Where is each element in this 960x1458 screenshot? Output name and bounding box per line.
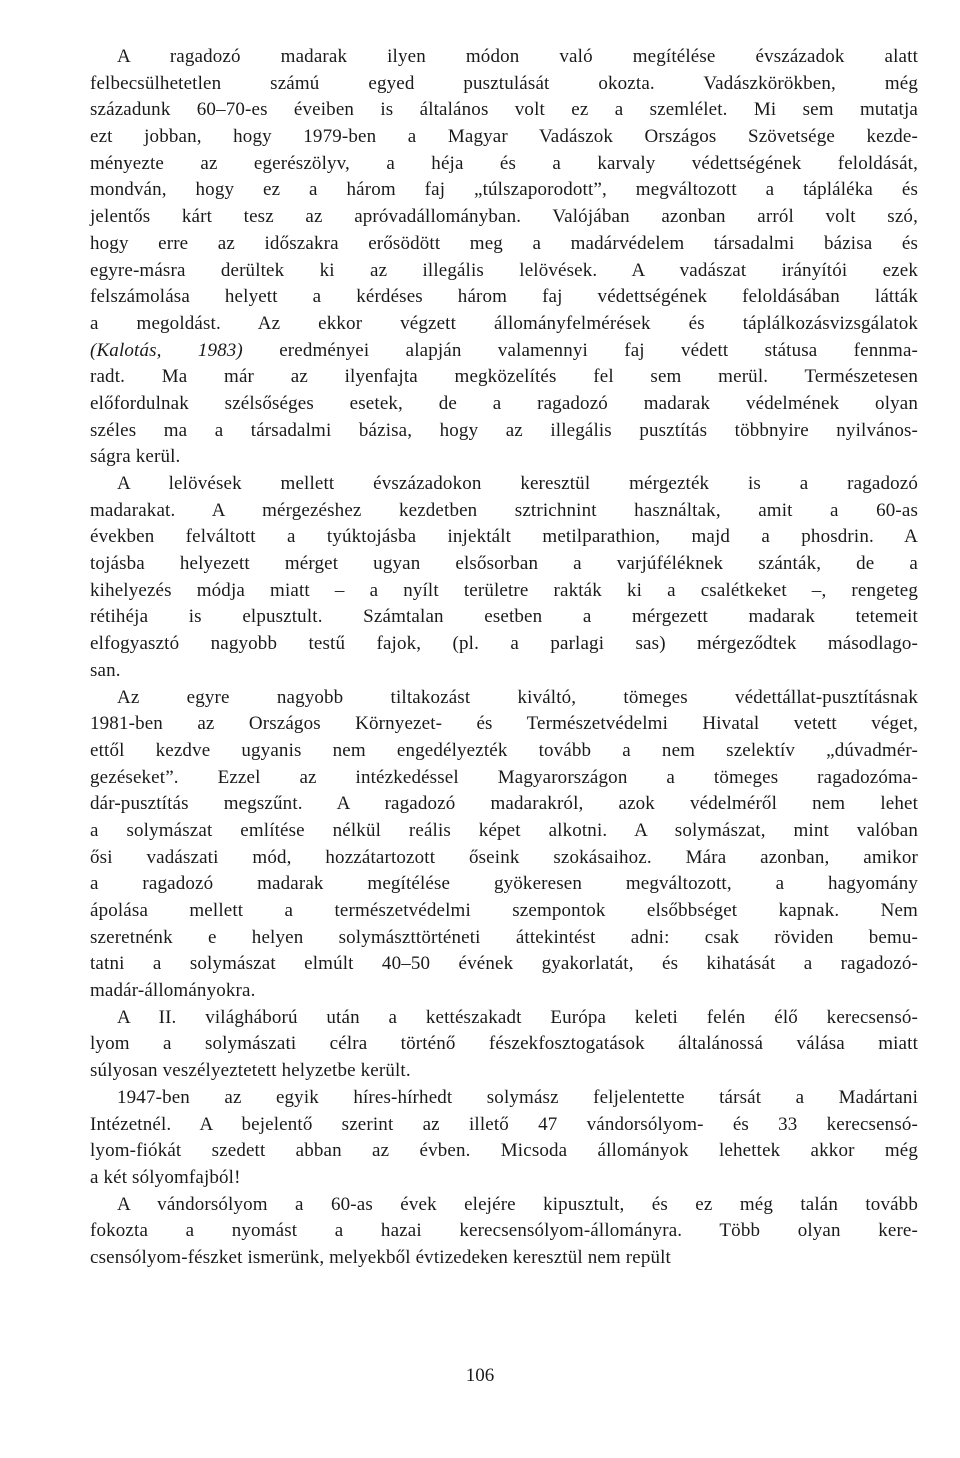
text-line: ményezte az egerészölyv, a héja és a karvaly védettségének feloldását, bbox=[90, 152, 918, 174]
text-line: madarakat. A mérgezéshez kezdetben sztrichnint használtak, amit a 60-as bbox=[90, 499, 918, 521]
text-line: A ragadozó madarak ilyen módon való megítélése évszázadok alatt bbox=[117, 46, 918, 67]
text-line: gezéseket”. Ezzel az intézkedéssel Magyarországon a tömeges ragadozóma- bbox=[90, 766, 918, 788]
text-line: jelentős kárt tesz az apróvadállományban. Valójában azonban arról volt szó, bbox=[90, 206, 918, 228]
text-line: a megoldást. Az ekkor végzett állományfelmérések és táplálkozásvizsgálatok bbox=[90, 312, 918, 334]
text-line: években felváltott a tyúktojásba injektált metilparathion, majd a phosdrin. A bbox=[90, 526, 918, 548]
text-line: kihelyezés módja miatt – a nyílt területre rakták ki a csalétkeket –, rengeteg bbox=[90, 579, 918, 601]
text-line: A vándorsólyom a 60-as évek elejére kipusztult, és ez még talán tovább bbox=[117, 1193, 918, 1215]
paragraph bbox=[90, 1192, 918, 1272]
text-line: 1947-ben az egyik híres-hírhedt solymász feljelentette társát a Madártani bbox=[117, 1086, 918, 1108]
text-line: súlyosan veszélyeztetett helyzetbe került. bbox=[90, 1060, 411, 1082]
paragraph bbox=[90, 685, 918, 1005]
text-line: dár-pusztítás megszűnt. A ragadozó madarakról, azok védelméről nem lehet bbox=[90, 793, 918, 815]
text-line: rétihéja is elpusztult. Számtalan esetben a mérgezett madarak tetemeit bbox=[90, 606, 918, 628]
text-line: hogy erre az időszakra erősödött meg a madárvédelem társadalmi bázisa és bbox=[90, 232, 918, 254]
text-line: radt. Ma már az ilyenfajta megközelítés fel sem merül. Természetesen bbox=[90, 366, 918, 388]
body-text bbox=[90, 44, 918, 1272]
text-line: tatni a solymászat elmúlt 40–50 évének gyakorlatát, és kihatását a ragadozó- bbox=[90, 953, 918, 975]
text-line: madár-állományokra. bbox=[90, 980, 256, 1002]
page-number: 106 bbox=[465, 1365, 495, 1386]
text-line: mondván, hogy ez a három faj „túlszaporodott”, megváltozott a tápláléka és bbox=[90, 179, 918, 201]
text-line: előfordulnak szélsőséges esetek, de a ragadozó madarak védelmének olyan bbox=[90, 392, 918, 414]
text-line: felbecsülhetetlen számú egyed pusztulását okozta. Vadászkörökben, még bbox=[90, 72, 918, 94]
text-line: ezt jobban, hogy 1979-ben a Magyar Vadászok Országos Szövetsége kezde- bbox=[90, 126, 918, 148]
text-line: ettől kezdve ugyanis nem engedélyezték tovább a nem szelektív „dúvadmér- bbox=[90, 739, 918, 761]
text-line: Az egyre nagyobb tiltakozást kiváltó, tömeges védettállat-pusztításnak bbox=[117, 686, 918, 708]
text-line: egyre-másra derültek ki az illegális lelövések. A vadászat irányítói ezek bbox=[90, 259, 918, 281]
text-line: A lelövések mellett évszázadokon keresztül mérgezték is a ragadozó bbox=[117, 473, 918, 494]
text-line: felszámolása helyett a kérdéses három faj védettségének feloldásában látták bbox=[90, 286, 918, 308]
citation: (Kalotás, 1983) bbox=[90, 339, 243, 361]
text-line: lyom a solymászati célra történő fészekfosztogatások általánossá válása miatt bbox=[90, 1033, 918, 1055]
text-line: lyom-fiókát szedett abban az évben. Micsoda állományok lehettek akkor még bbox=[90, 1140, 918, 1162]
text-line: ságra kerül. bbox=[90, 446, 181, 468]
text-line: tojásba helyezett mérget ugyan elsősorban a varjúféléknek szánták, de a bbox=[90, 553, 918, 575]
paragraph bbox=[90, 1005, 918, 1085]
text-line: san. bbox=[90, 659, 121, 681]
text-line: csensólyom-fészket ismerünk, melyekből évtizedeken keresztül nem repült bbox=[90, 1246, 671, 1268]
paragraph bbox=[90, 1085, 918, 1192]
text-line: A II. világháború után a kettészakadt Európa keleti felén élő kerecsensó- bbox=[117, 1006, 918, 1028]
text-line: széles ma a társadalmi bázisa, hogy az illegális pusztítás többnyire nyilvános- bbox=[90, 419, 918, 441]
text-line: (Kalotás, 1983) eredményei alapján valamennyi faj védett státusa fennma- bbox=[90, 339, 918, 361]
text-line: a solymászat említése nélkül reális képet alkotni. A solymászat, mint valóban bbox=[90, 819, 918, 841]
paragraph bbox=[90, 44, 918, 471]
text-line: századunk 60–70-es éveiben is általános volt ez a szemlélet. Mi sem mutatja bbox=[90, 99, 918, 121]
text-line: ősi vadászati mód, hozzátartozott őseink szokásaihoz. Mára azonban, amikor bbox=[90, 846, 918, 868]
text-line: szeretnénk e helyen solymászttörténeti áttekintést adni: csak röviden bemu- bbox=[90, 926, 918, 948]
text-line: Intézetnél. A bejelentő szerint az illető 47 vándorsólyom- és 33 kerecsensó- bbox=[90, 1113, 918, 1135]
text-line: ápolása mellett a természetvédelmi szempontok elsőbbséget kapnak. Nem bbox=[90, 900, 918, 921]
text-line: a két sólyomfajból! bbox=[90, 1166, 241, 1188]
text-line: 1981-ben az Országos Környezet- és Természetvédelmi Hivatal vetett véget, bbox=[90, 713, 918, 735]
text-line: a ragadozó madarak megítélése gyökeresen megváltozott, a hagyomány bbox=[90, 873, 918, 895]
paragraph bbox=[90, 471, 918, 685]
text-line: elfogyasztó nagyobb testű fajok, (pl. a parlagi sas) mérgeződtek másodlago- bbox=[90, 633, 918, 655]
text-line: fokozta a nyomást a hazai kerecsensólyom-állományra. Több olyan kere- bbox=[90, 1220, 918, 1242]
